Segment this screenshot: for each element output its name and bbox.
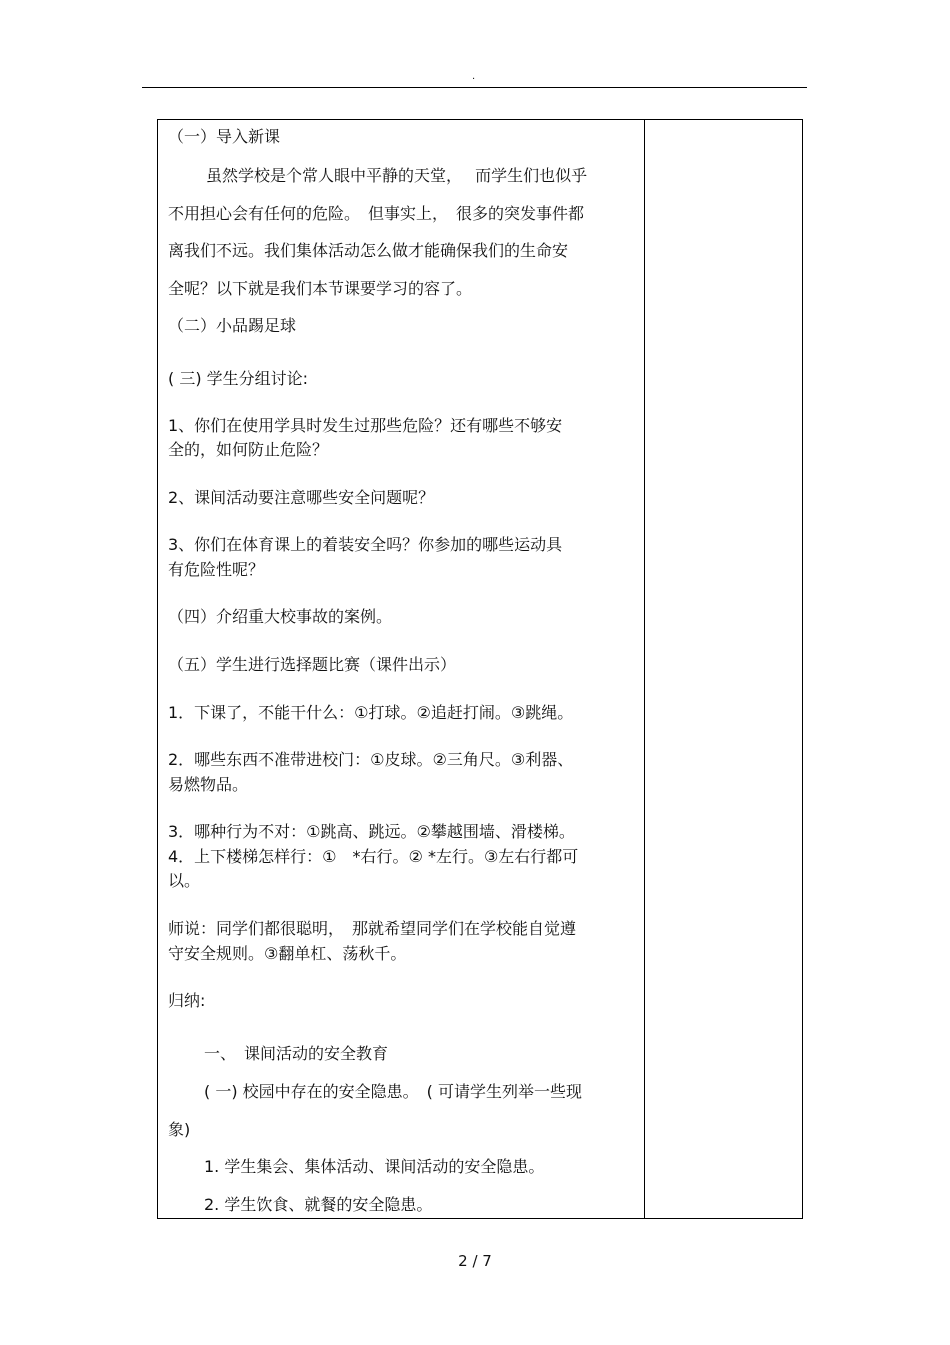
quiz-line: 3．哪种行为不对：①跳高、跳远。②攀越围墙、滑楼梯。: [168, 822, 575, 841]
teacher-remark-line: 师说：同学们都很聪明， 那就希望同学们在学校能自觉遵: [168, 919, 577, 938]
quiz-line: 以。: [168, 871, 201, 890]
section-heading-discussion: ( 三) 学生分组讨论:: [168, 369, 309, 388]
page-number: 2 / 7: [458, 1252, 492, 1270]
question-line: 3、你们在体育课上的着装安全吗？你参加的哪些运动具: [168, 535, 563, 554]
paragraph-line: 离我们不远。我们集体活动怎么做才能确保我们的生命安: [168, 241, 569, 260]
summary-heading: 一、 课间活动的安全教育: [204, 1044, 389, 1063]
summary-line: ( 一) 校园中存在的安全隐患。 ( 可请学生列举一些现: [204, 1082, 582, 1101]
header-mark: .: [472, 71, 476, 82]
quiz-line: 1．下课了，不能干什么：①打球。②追赶打闹。③跳绳。: [168, 703, 574, 722]
lesson-table: [157, 119, 803, 1219]
paragraph-line: 虽然学校是个常人眼中平静的天堂， 而学生们也似乎: [206, 166, 588, 185]
quiz-line: 2．哪些东西不准带进校门：①皮球。②三角尺。③利器、: [168, 750, 574, 769]
summary-label: 归纳:: [168, 991, 206, 1010]
header-rule: [142, 87, 807, 88]
column-divider: [644, 120, 645, 1218]
paragraph-line: 全呢？以下就是我们本节课要学习的容了。: [168, 279, 473, 298]
section-heading-quiz: （五）学生进行选择题比赛（课件出示）: [168, 655, 457, 674]
question-line: 1、你们在使用学具时发生过那些危险？还有哪些不够安: [168, 416, 563, 435]
paragraph-line: 不用担心会有任何的危险。 但事实上， 很多的突发事件都: [168, 204, 585, 223]
section-heading-sketch: （二）小品踢足球: [168, 316, 297, 335]
section-heading-cases: （四）介绍重大校事故的案例。: [168, 607, 393, 626]
section-heading-intro: （一）导入新课: [168, 127, 281, 146]
question-line: 2、课间活动要注意哪些安全问题呢？: [168, 488, 435, 507]
quiz-line: 易燃物品。: [168, 775, 249, 794]
summary-item: 1. 学生集会、集体活动、课间活动的安全隐患。: [204, 1157, 545, 1176]
summary-line: 象): [168, 1120, 191, 1139]
summary-item: 2. 学生饮食、就餐的安全隐患。: [204, 1195, 433, 1214]
question-line: 有危险性呢？: [168, 560, 265, 579]
teacher-remark-line: 守安全规则。③翻单杠、荡秋千。: [168, 944, 407, 963]
quiz-line: 4．上下楼梯怎样行：① *右行。② *左行。③左右行都可: [168, 847, 579, 866]
question-line: 全的，如何防止危险？: [168, 440, 329, 459]
